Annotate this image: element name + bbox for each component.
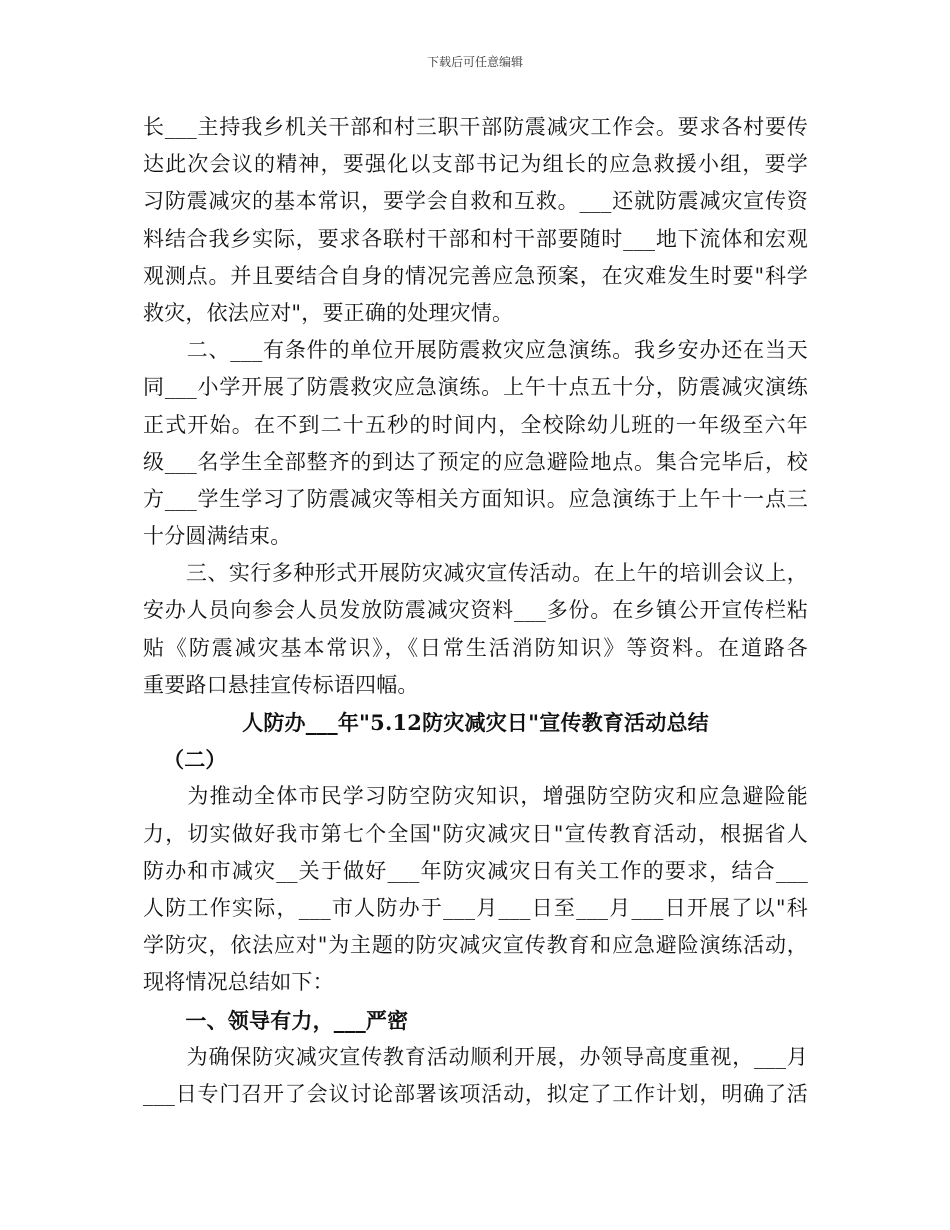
paragraph-line: 贴《防震减灾基本常识》，《日常生活消防知识》等资料。在道路各 <box>143 635 808 660</box>
paragraph-line: 方___学生学习了防震减灾等相关方面知识。应急演练于上午十一点三 <box>143 486 808 511</box>
paragraph-line: 习防震减灾的基本常识，要学会自救和互救。___还就防震减灾宣传资 <box>143 189 808 214</box>
section-heading: 一、领导有力，___严密 <box>143 1007 409 1033</box>
paragraph-line: 十分圆满结束。 <box>143 524 292 549</box>
paragraph-line: 为推动全体市民学习防空防灾知识，增强防空防灾和应急避险能 <box>143 784 808 809</box>
paragraph-line: 三、实行多种形式开展防灾减灾宣传活动。在上午的培训会议上， <box>143 561 808 586</box>
paragraph-line: 达此次会议的精神，要强化以支部书记为组长的应急救援小组，要学 <box>143 152 808 177</box>
paragraph-line: 料结合我乡实际，要求各联村干部和村干部要随时___地下流体和宏观 <box>143 226 808 251</box>
paragraph-line: 防办和市减灾__关于做好___年防灾减灾日有关工作的要求，结合___ <box>143 858 808 883</box>
paragraph-line: 现将情况总结如下： <box>143 970 334 995</box>
paragraph-line: 同___小学开展了防震救灾应急演练。上午十点五十分，防震减灾演练 <box>143 375 808 400</box>
paragraph-line: 重要路口悬挂宣传标语四幅。 <box>143 672 419 697</box>
paragraph-line: 级___名学生全部整齐的到达了预定的应急避险地点。集合完毕后，校 <box>143 449 808 474</box>
paragraph-line: 人防工作实际，___市人防办于___月___日至___月___日开展了以"科 <box>143 895 808 920</box>
document-body <box>143 109 808 1113</box>
paragraph-line: 力，切实做好我市第七个全国"防灾减灾日"宣传教育活动，根据省人 <box>143 821 808 846</box>
paragraph-line: ___日专门召开了会议讨论部署该项活动，拟定了工作计划，明确了活 <box>143 1081 808 1106</box>
paragraph-line: 为确保防灾减灾宣传教育活动顺利开展，办领导高度重视，___月 <box>143 1044 808 1069</box>
paragraph-line: 救灾，依法应对"，要正确的处理灾情。 <box>143 300 514 325</box>
paragraph-line: 观测点。并且要结合自身的情况完善应急预案，在灾难发生时要"科学 <box>143 263 808 288</box>
paragraph-line: 二、___有条件的单位开展防震救灾应急演练。我乡安办还在当天 <box>143 338 808 363</box>
paragraph-line: 安办人员向参会人员发放防震减灾资料___多份。在乡镇公开宣传栏粘 <box>143 598 808 623</box>
header-note: 下载后可任意编辑 <box>426 55 523 69</box>
paragraph-line: 学防灾，依法应对"为主题的防灾减灾宣传教育和应急避险演练活动， <box>143 933 808 958</box>
document-subtitle: （二） <box>163 747 227 773</box>
paragraph-line: 长___主持我乡机关干部和村三职干部防震减灾工作会。要求各村要传 <box>143 115 808 139</box>
document-title: 人防办___年"5.12防灾减灾日"宣传教育活动总结 <box>242 710 709 735</box>
paragraph-line: 正式开始。在不到二十五秒的时间内，全校除幼儿班的一年级至六年 <box>143 412 808 437</box>
